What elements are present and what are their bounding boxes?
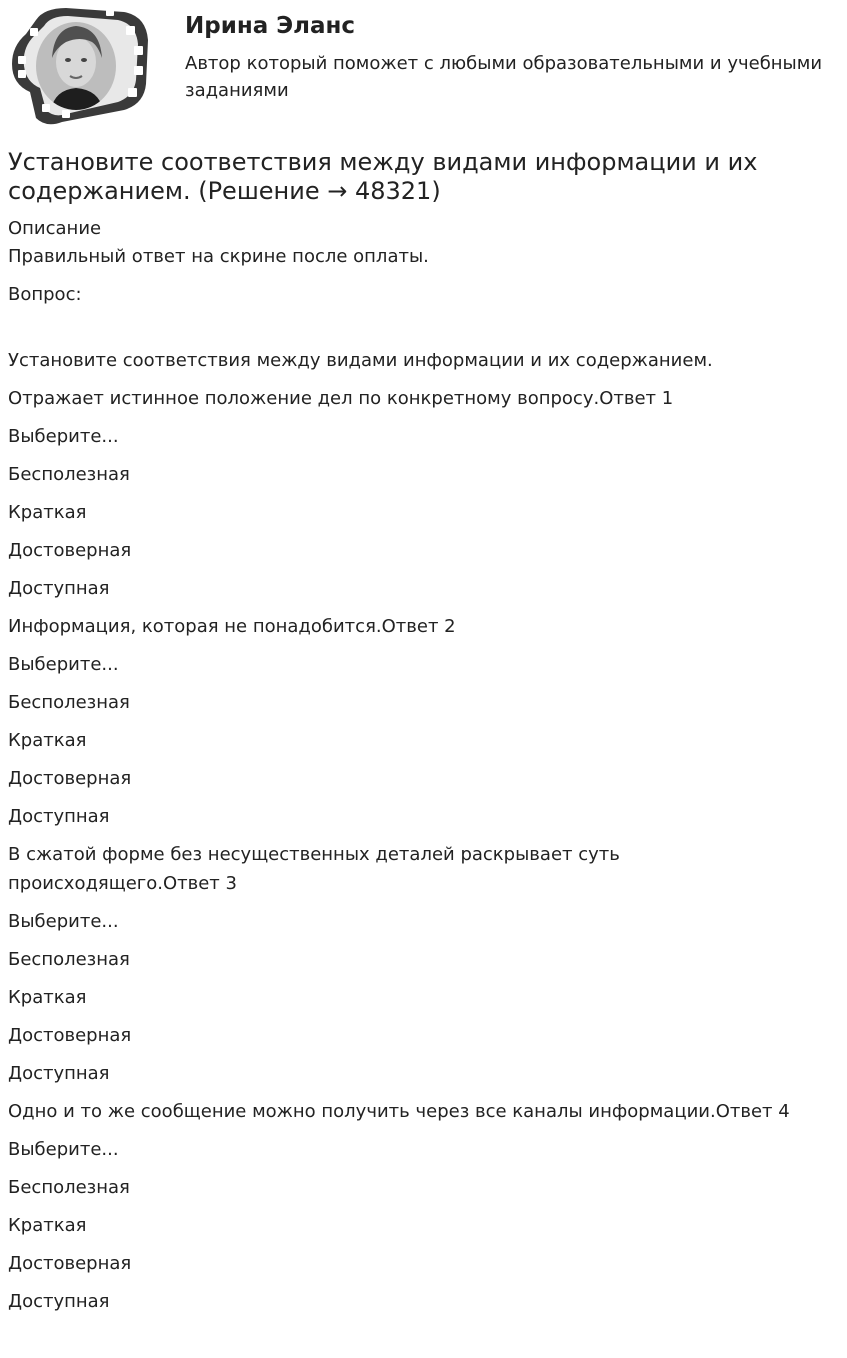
item-option[interactable]: Достоверная <box>8 540 132 561</box>
item-option[interactable]: Достоверная <box>8 1025 132 1046</box>
author-name[interactable]: Ирина Эланс <box>185 13 356 39</box>
item-option[interactable]: Достоверная <box>8 1253 132 1274</box>
item-option[interactable]: Доступная <box>8 806 110 827</box>
item-prompt: Информация, которая не понадобится.Ответ 2 <box>8 616 456 637</box>
question-text: Установите соответствия между видами информации и их содержанием. <box>8 350 713 371</box>
item-prompt: Одно и то же сообщение можно получить через все каналы информации.Ответ 4 <box>8 1101 790 1122</box>
item-select-placeholder[interactable]: Выберите... <box>8 426 119 447</box>
item-option[interactable]: Бесполезная <box>8 1177 130 1198</box>
item-option[interactable]: Доступная <box>8 1063 110 1084</box>
item-option[interactable]: Краткая <box>8 502 87 523</box>
item-option[interactable]: Краткая <box>8 730 87 751</box>
item-prompt: Отражает истинное положение дел по конкретному вопросу.Ответ 1 <box>8 388 674 409</box>
question-label: Вопрос: <box>8 284 82 305</box>
item-option[interactable]: Достоверная <box>8 768 132 789</box>
description-text: Правильный ответ на скрине после оплаты. <box>8 246 429 267</box>
item-option[interactable]: Бесполезная <box>8 464 130 485</box>
author-header <box>0 0 847 140</box>
avatar-image <box>6 6 152 128</box>
item-option[interactable]: Бесполезная <box>8 949 130 970</box>
description-label: Описание <box>8 218 102 239</box>
author-avatar[interactable] <box>6 6 152 128</box>
spacer <box>8 309 843 347</box>
item-option[interactable]: Краткая <box>8 1215 87 1236</box>
item-select-placeholder[interactable]: Выберите... <box>8 1139 119 1160</box>
item-option[interactable]: Доступная <box>8 578 110 599</box>
page-title: Установите соответствия между видами информации и их содержанием. (Решение → 48321) <box>8 148 758 205</box>
item-prompt: В сжатой форме без несущественных деталей раскрывает суть происходящего.Ответ 3 <box>8 844 620 894</box>
item-select-placeholder[interactable]: Выберите... <box>8 654 119 675</box>
item-option[interactable]: Бесполезная <box>8 692 130 713</box>
task-content <box>8 215 843 1326</box>
item-option[interactable]: Краткая <box>8 987 87 1008</box>
author-description: Автор который поможет с любыми образовательными и учебными заданиями <box>185 53 823 101</box>
item-select-placeholder[interactable]: Выберите... <box>8 911 119 932</box>
item-option[interactable]: Доступная <box>8 1291 110 1312</box>
